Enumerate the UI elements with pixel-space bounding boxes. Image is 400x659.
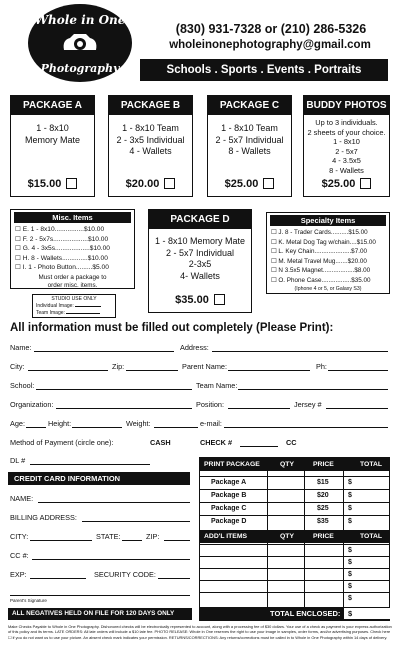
cc-row-name (10, 494, 190, 506)
order-package-name: Package B (211, 492, 247, 499)
cc-zip-field[interactable] (164, 532, 190, 541)
company-logo (28, 4, 132, 82)
total-enclosed-value[interactable]: $ (344, 608, 390, 619)
package-buddy-item: 4 - 3.5x5 (332, 156, 361, 166)
order-package-name: Package D (211, 518, 247, 525)
school-field[interactable] (36, 381, 192, 390)
order-package-price: $25 (317, 505, 329, 512)
package-a (10, 95, 95, 197)
studio-use-box (32, 294, 116, 318)
studio-team-label: Team Image: (36, 310, 65, 316)
cc-name-label: NAME: (10, 494, 34, 503)
form-row-organization (10, 400, 388, 412)
payment-cc[interactable]: CC (286, 438, 297, 447)
logo-line1: Whole in One (34, 13, 126, 27)
col-addl-items: ADD'L ITEMS (204, 533, 248, 540)
package-b-title: PACKAGE B (109, 96, 192, 115)
form-row-age (10, 419, 388, 431)
specialty-note: (Iphone 4 or 5, or Galaxy S3) (294, 285, 362, 292)
package-c-title: PACKAGE C (208, 96, 291, 115)
zip-label: Zip: (112, 362, 125, 371)
check-number-field[interactable] (240, 438, 278, 447)
package-c (207, 95, 292, 197)
name-field[interactable] (34, 343, 174, 352)
team-name-field[interactable] (238, 381, 388, 390)
parent-name-field[interactable] (228, 362, 310, 371)
misc-items-title: Misc. Items (14, 212, 131, 223)
negatives-notice: ALL NEGATIVES HELD ON FILE FOR 120 DAYS ONLY (8, 608, 192, 620)
signature-line[interactable] (10, 590, 190, 596)
phone-label: Ph: (316, 362, 327, 371)
specialty-items-title: Specialty Items (270, 215, 386, 226)
package-a-price: $15.00 (27, 178, 62, 190)
payment-label: Method of Payment (circle one): (10, 438, 114, 447)
height-field[interactable] (72, 419, 122, 428)
order-total-dollar: $ (348, 559, 352, 566)
cc-number-field[interactable] (32, 551, 190, 560)
misc-items-box (10, 209, 135, 289)
misc-item[interactable]: ☐ F. 2 - 5x7s...................$10.00 (15, 235, 109, 243)
dl-field[interactable] (30, 456, 150, 465)
cc-exp-label: EXP: (10, 570, 27, 579)
cc-number-label: CC #: (10, 551, 29, 560)
misc-note: Must order a package to (38, 273, 107, 281)
order-package-price: $35 (317, 518, 329, 525)
package-b-item: 2 - 3x5 Individual (116, 134, 185, 145)
payment-cash[interactable]: CASH (150, 438, 171, 447)
cc-row-city (10, 532, 190, 544)
order-table-header (200, 458, 389, 471)
cc-billing-label: BILLING ADDRESS: (10, 513, 77, 522)
phone-field[interactable] (328, 362, 388, 371)
table-row (200, 502, 389, 514)
package-d-item: 2-3x5 (188, 259, 212, 269)
package-buddy-item: 2 sheets of your choice. (307, 127, 386, 137)
package-buddy-checkbox[interactable] (360, 178, 371, 189)
studio-individual-label: Individual Image: (36, 303, 74, 309)
order-total-dollar: $ (348, 571, 352, 578)
city-label: City: (10, 362, 25, 371)
specialty-item[interactable]: ☐ L. Key Chain.....................$7.00 (271, 248, 367, 256)
package-buddy-item: 8 - Wallets (329, 165, 364, 175)
phone-numbers: (830) 931-7328 or (210) 286-5326 (175, 22, 367, 36)
col-price: PRICE (313, 461, 334, 468)
col-qty: QTY (280, 461, 294, 468)
logo-line2: Photography (40, 62, 120, 75)
table-row[interactable] (200, 592, 389, 604)
package-d-title: PACKAGE D (149, 210, 251, 229)
order-total-dollar: $ (348, 479, 352, 486)
package-b-price: $20.00 (125, 178, 160, 190)
cc-billing-field[interactable] (82, 513, 190, 522)
name-label: Name: (10, 343, 32, 352)
city-field[interactable] (28, 362, 108, 371)
team-name-label: Team Name: (196, 381, 238, 390)
order-package-price: $20 (317, 492, 329, 499)
form-title: All information must be filled out completely (Please Print): (10, 322, 334, 334)
package-a-checkbox[interactable] (66, 178, 77, 189)
cc-city-label: CITY: (10, 532, 29, 541)
package-d-item: 2 - 5x7 Individual (165, 247, 235, 258)
total-enclosed-label: TOTAL ENCLOSED: (270, 609, 341, 618)
table-row[interactable] (200, 580, 389, 592)
specialty-item[interactable]: ☐ N 3.5x5 Magnet..................$8.00 (271, 267, 371, 275)
organization-field[interactable] (56, 400, 192, 409)
school-label: School: (10, 381, 35, 390)
package-a-item: 1 - 8x10 (36, 123, 69, 133)
fine-print: Make Checks Payable to Whole in One Photography. Dishonored checks will be electronically represented to account, along with a processing fee of $30 dollars. Your use of a check as payment is your express authorization of this policy and its terms. LATE ORDERS: All late orders will include a $10 late fee. PHOTO RELEASE: Whole in One reserves the right to use your image in samples, order forms, and/or advertising purposes. Check here ☐ if you do not want us to use your picture. An absent check mark indicates your permission. RETURNS/CORRECTIONS: Any returns/corrections must be called in to Whole in One Photography within 14 days of delivery. (8, 624, 392, 640)
email-label: e-mail: (200, 419, 222, 428)
package-buddy-title: BUDDY PHOTOS (304, 96, 389, 115)
form-row-name (10, 343, 388, 355)
position-field[interactable] (228, 400, 290, 409)
specialty-item[interactable]: ☐ M. Metal Travel Mug.......$20.00 (271, 257, 367, 265)
col-qty: QTY (280, 533, 294, 540)
jersey-field[interactable] (326, 400, 388, 409)
package-a-item: Memory Mate (24, 134, 80, 145)
cc-exp-field[interactable] (30, 570, 86, 579)
package-c-item: 1 - 8x10 Team (221, 123, 278, 133)
cc-security-label: SECURITY CODE: (94, 570, 156, 579)
table-row[interactable] (200, 544, 389, 556)
misc-item[interactable]: ☐ E. 1 - 8x10................$10.00 (15, 226, 105, 233)
table-row (200, 476, 389, 488)
contact-email: wholeinonephotography@gmail.com (169, 39, 371, 51)
col-total: TOTAL (360, 533, 383, 540)
organization-label: Organization: (10, 400, 54, 409)
col-print-package: PRINT PACKAGE (204, 461, 260, 468)
specialty-items-box (266, 212, 390, 294)
cc-row-number (10, 551, 190, 563)
specialty-item[interactable]: ☐ K. Metal Dog Tag w/chain....$15.00 (271, 238, 376, 246)
package-buddy-item: 2 - 5x7 (335, 146, 358, 156)
table-row (200, 515, 389, 527)
table-row[interactable] (200, 568, 389, 580)
cc-state-field[interactable] (122, 532, 142, 541)
order-total-dollar: $ (348, 595, 352, 602)
order-package-price: $15 (317, 479, 329, 486)
services-banner: Schools . Sports . Events . Portraits (140, 59, 388, 81)
package-a-title: PACKAGE A (11, 96, 94, 115)
package-d-item: 1 - 8x10 Memory Mate (154, 236, 246, 246)
form-row-city (10, 362, 388, 374)
jersey-label: Jersey # (294, 400, 322, 409)
package-buddy (303, 95, 390, 197)
table-row[interactable] (200, 556, 389, 568)
package-buddy-price: $25.00 (321, 178, 356, 190)
cc-row-exp (10, 570, 190, 582)
address-field[interactable] (212, 343, 388, 352)
order-package-name: Package C (211, 505, 247, 512)
parent-name-label: Parent Name: (182, 362, 228, 371)
cc-zip-label: ZIP: (146, 532, 160, 541)
order-total-dollar: $ (348, 583, 352, 590)
zip-field[interactable] (126, 362, 178, 371)
age-field[interactable] (26, 419, 46, 428)
package-c-checkbox[interactable] (263, 178, 274, 189)
addl-items-header (200, 530, 389, 543)
misc-note: order misc. items. (47, 281, 98, 289)
specialty-item[interactable]: ☐ J. 8 - Trader Cards..........$15.00 (271, 229, 368, 236)
package-d (148, 209, 252, 313)
address-label: Address: (180, 343, 209, 352)
cc-name-field[interactable] (38, 494, 190, 503)
total-enclosed-row (200, 607, 389, 620)
package-d-item: 4- Wallets (180, 270, 220, 281)
package-b (108, 95, 193, 197)
package-c-item: 2 - 5x7 Individual (215, 134, 284, 145)
weight-label: Weight: (126, 419, 151, 428)
cc-state-label: STATE: (96, 532, 121, 541)
col-price: PRICE (313, 533, 334, 540)
misc-item[interactable]: ☐ H. 8 - Wallets..............$10.00 (15, 254, 108, 262)
package-c-item: 8 - Wallets (228, 146, 271, 156)
package-b-item: 4 - Wallets (129, 146, 172, 156)
misc-item[interactable]: ☐ I. 1 - Photo Button.........$5.00 (15, 264, 109, 272)
specialty-item[interactable]: ☐ O. Phone Case.................$35.00 (271, 276, 371, 284)
package-buddy-item: 1 - 8x10 (333, 137, 360, 147)
weight-field[interactable] (154, 419, 198, 428)
order-total-dollar: $ (348, 492, 352, 499)
order-table (199, 457, 390, 621)
camera-icon (60, 30, 100, 56)
payment-check[interactable]: CHECK # (200, 438, 233, 447)
height-label: Height: (48, 419, 72, 428)
age-label: Age: (10, 419, 26, 428)
position-label: Position: (196, 400, 224, 409)
misc-item[interactable]: ☐ G. 4 - 3x5s...................$10.00 (15, 245, 110, 253)
cc-security-field[interactable] (158, 570, 190, 579)
package-b-item: 1 - 8x10 Team (122, 123, 179, 133)
package-buddy-item: Up to 3 individuals. (315, 118, 378, 127)
dl-label: DL # (10, 456, 26, 465)
table-row (200, 489, 389, 501)
package-d-price: $35.00 (175, 294, 209, 306)
package-d-checkbox[interactable] (214, 294, 225, 305)
email-field[interactable] (224, 419, 388, 428)
cc-city-field[interactable] (30, 532, 92, 541)
studio-use-title: STUDIO USE ONLY (51, 296, 97, 302)
order-total-dollar: $ (348, 505, 352, 512)
order-total-dollar: $ (348, 547, 352, 554)
package-c-price: $25.00 (224, 178, 259, 190)
cc-row-billing (10, 513, 190, 525)
col-total: TOTAL (360, 461, 383, 468)
form-row-payment (10, 438, 388, 450)
signature-label: Parent's Signature (10, 598, 47, 603)
credit-card-title: CREDIT CARD INFORMATION (8, 472, 190, 485)
order-package-name: Package A (211, 479, 247, 486)
package-b-checkbox[interactable] (164, 178, 175, 189)
form-row-school (10, 381, 388, 393)
order-total-dollar: $ (348, 518, 352, 525)
